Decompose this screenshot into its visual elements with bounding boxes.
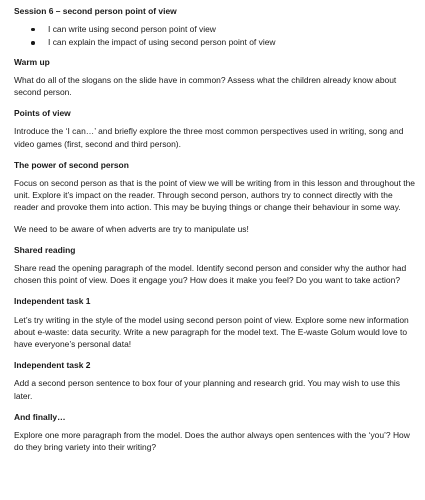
objectives-list xyxy=(14,23,417,48)
section-heading: Points of view xyxy=(14,108,71,119)
section-and-finally xyxy=(14,411,417,454)
section-heading: Warm up xyxy=(14,56,50,67)
section-heading: Independent task 2 xyxy=(14,360,91,371)
section-paragraph: Let’s try writing in the style of the model using second person point of view. Explore some new information about e-waste: data security. Write a new paragraph for the model text. The E-waste Golum would love to have everyone’s personal data! xyxy=(14,314,409,350)
section-paragraph: Explore one more paragraph from the model. Does the author always open sentences with the ‘you’? How do they bring variety into their writing? xyxy=(14,430,410,453)
objective-text: I can explain the impact of using second person point of view xyxy=(48,37,276,48)
bullet-icon xyxy=(31,28,35,32)
objective-text: I can write using second person point of view xyxy=(48,24,216,35)
section-points-of-view xyxy=(14,107,417,150)
section-paragraph: What do all of the slogans on the slide have in common? Assess what the children already know about second person. xyxy=(14,74,397,98)
section-independent-task-1 xyxy=(14,295,417,350)
section-heading: Shared reading xyxy=(14,244,76,255)
section-heading: The power of second person xyxy=(14,159,129,170)
section-paragraph: Introduce the ‘I can…’ and briefly explore the three most common perspectives used in writing, song and video games (first, second and third person). xyxy=(14,126,404,149)
session-title: Session 6 – second person point of view xyxy=(14,6,177,16)
section-shared-reading xyxy=(14,244,417,287)
section-paragraph: Add a second person sentence to box four of your planning and research grid. You may wish to use this later. xyxy=(14,378,401,401)
section-independent-task-2 xyxy=(14,359,417,402)
section-power-of-second-person xyxy=(14,159,417,235)
section-paragraph: Share read the opening paragraph of the model. Identify second person and consider why the author had chosen this point of view. Does it engage you? How does it make you feel? Do you want to take action? xyxy=(14,263,407,286)
section-paragraph: Focus on second person as that is the point of view we will be writing from in this lesson and throughout the unit. Explore it’s impact on the reader. Through second person, authors try to connect directly with the reader and provoke them into action. This may be buying things or change their behaviour in some way. xyxy=(14,178,415,213)
objective-item xyxy=(14,36,417,48)
section-heading: And finally… xyxy=(14,411,66,422)
bullet-icon xyxy=(31,41,35,45)
section-warm-up xyxy=(14,56,417,99)
section-paragraph: We need to be aware of when adverts are try to manipulate us! xyxy=(14,223,249,234)
section-heading: Independent task 1 xyxy=(14,296,91,307)
objective-item xyxy=(14,23,417,35)
